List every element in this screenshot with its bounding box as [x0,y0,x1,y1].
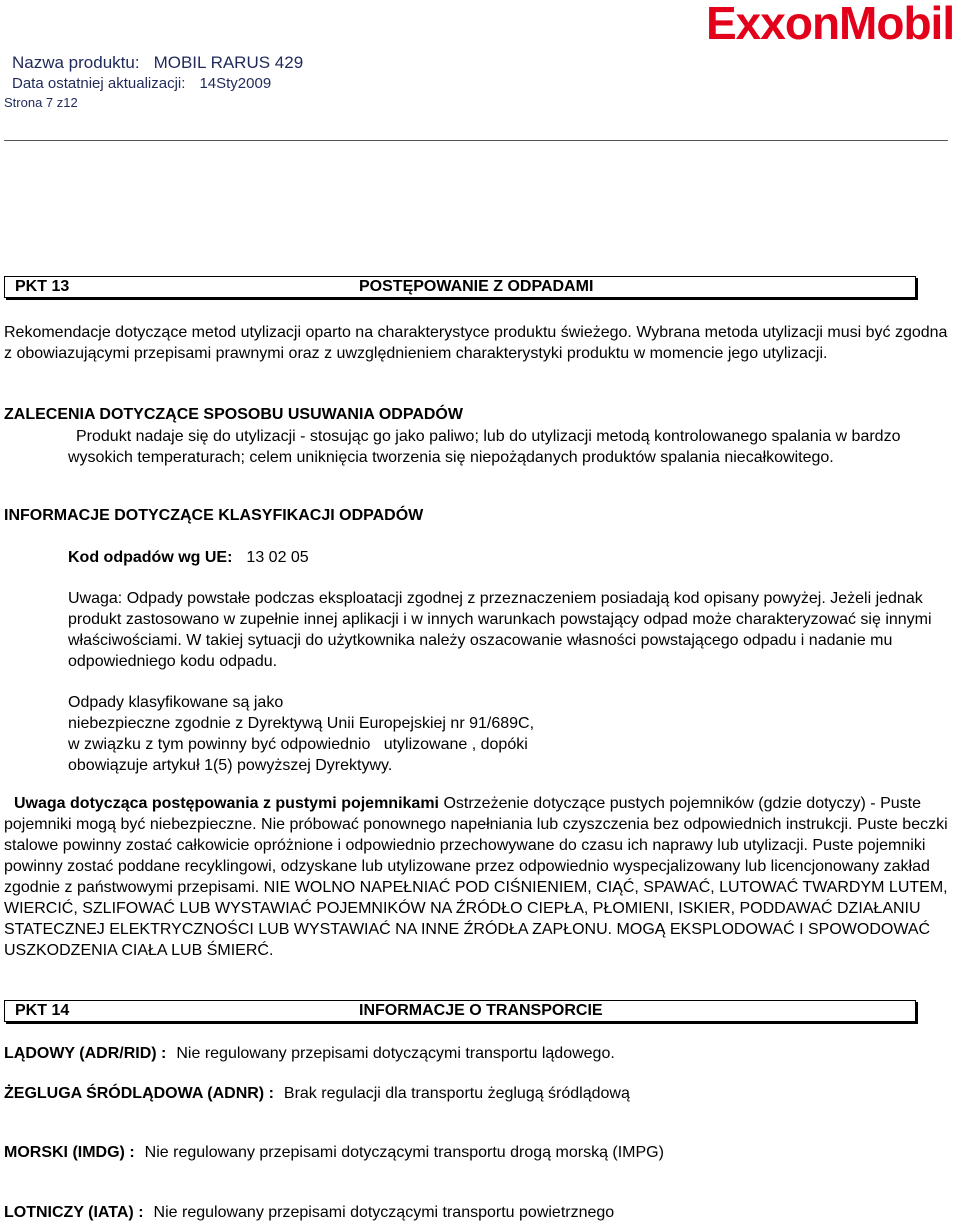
transport-value: Nie regulowany przepisami dotyczącymi transportu lądowego. [176,1045,615,1062]
transport-row-inland-waterway [4,1083,630,1104]
last-update-label: Data ostatniej aktualizacji: [12,75,186,92]
hazard-line: w związku z tym powinny być odpowiednio utylizowane , dopóki [68,736,528,753]
hazard-line: Odpady klasyfikowane są jako [68,694,284,711]
last-update-value: 14Sty2009 [199,75,272,92]
header-divider [4,140,948,141]
product-name-value: MOBIL RARUS 429 [153,53,304,72]
disposal-text: Produkt nadaje się do utylizacji - stosując go jako paliwo; lub do utylizacji metodą kontrolowanego spalania w bardzo wysokich temperaturach; celem uniknięcia tworzenia się niepożądanych produktów spalania niecałkowitego. [68,428,901,466]
transport-value: Nie regulowany przepisami dotyczącymi transportu drogą morską (IMPG) [144,1144,664,1161]
transport-label: ŻEGLUGA ŚRÓDLĄDOWA (ADNR) : [4,1085,274,1102]
waste-code-value: 13 02 05 [246,549,309,566]
empty-containers-label: Uwaga dotycząca postępowania z pustymi pojemnikami [14,795,439,812]
transport-label: LOTNICZY (IATA) : [4,1204,144,1221]
page-number: Strona 7 z12 [4,95,78,110]
waste-code-line [68,547,309,568]
transport-label: LĄDOWY (ADR/RID) : [4,1045,167,1062]
waste-code-label: Kod odpadów wg UE: [68,549,233,566]
transport-label: MORSKI (IMDG) : [4,1144,135,1161]
transport-value: Brak regulacji dla transportu żeglugą śródlądową [283,1085,630,1102]
transport-row-air [4,1202,614,1223]
hazard-classification [68,692,956,776]
section-14-title: INFORMACJE O TRANSPORCIE [359,1002,603,1019]
transport-row-sea [4,1142,664,1163]
section-14-number: PKT 14 [15,1002,70,1019]
disposal-heading: ZALECENIA DOTYCZĄCE SPOSOBU USUWANIA ODPADÓW [4,406,463,423]
section-13-intro: Rekomendacje dotyczące metod utylizacji oparto na charakterystyce produktu świeżego. Wybrana metoda utylizacji musi być zgodna z obowiazującymi przepisami prawnymi oraz z uwzględnieniem charakterystyki produktu w momencie jego utylizacji. [4,324,948,362]
section-13-header [4,276,916,298]
hazard-line: obowiązuje artykuł 1(5) powyższej Dyrektywy. [68,757,393,774]
section-13-number: PKT 13 [15,278,70,295]
empty-containers-text: Ostrzeżenie dotyczące pustych pojemników (gdzie dotyczy) - Puste pojemniki mogą być niebezpieczne. Nie próbować ponownego napełniania lub czyszczenia bez odpowiednich instrukcji. Puste beczki stalowe powinny zostać całkowicie opróżnione i odpowiednio przechowywane do czasu ich naprawy lub utylizacji. Puste pojemniki powinny zostać poddane recyklingowi, odzyskane lub utylizowane przez odpowiednio wyspecjalizowany lub licencjonowany zakład zgodnie z państwowymi przepisami. NIE WOLNO NAPEŁNIAĆ POD CIŚNIENIEM, CIĄĆ, SPAWAĆ, LUTOWAĆ TWARDYM LUTEM, WIERCIĆ, SZLIFOWAĆ LUB WYSTAWIAĆ POJEMNIKÓW NA ŹRÓDŁO CIEPŁA, PŁOMIENI, ISKIER, PODDAWAĆ DZIAŁANIU STATECZNEJ ELEKTRYCZNOŚCI LUB WYSTAWIAĆ NA INNE ŹRÓDŁA ZAPŁONU. MOGĄ EKSPLODOWAĆ I SPOWODOWAĆ USZKODZENIA CIAŁA LUB ŚMIERĆ. [4,795,948,959]
waste-note: Uwaga: Odpady powstałe podczas eksploatacji zgodnej z przeznaczeniem posiadają kod opisany powyżej. Jeżeli jednak produkt zastosowano w zupełnie innej aplikacji i w innych warunkach powstający odpad może charakteryzować się innymi właściwościami. W takiej sytuacji do użytkownika należy oszacowanie własności powstającego odpadu i nadanie mu odpowiedniego kodu odpadu. [68,590,932,670]
product-name-label: Nazwa produktu: [12,53,140,72]
section-14-header [4,1000,916,1022]
section-13-title: POSTĘPOWANIE Z ODPADAMI [359,278,594,295]
empty-containers-paragraph [4,793,954,961]
product-name-line [12,53,303,73]
exxonmobil-logo: ExxonMobil [706,0,955,49]
transport-row-land [4,1043,615,1064]
last-update-line [12,75,271,92]
transport-value: Nie regulowany przepisami dotyczącymi transportu powietrznego [153,1204,615,1221]
hazard-line: niebezpieczne zgodnie z Dyrektywą Unii Europejskiej nr 91/689C, [68,715,535,732]
classification-heading: INFORMACJE DOTYCZĄCE KLASYFIKACJI ODPADÓW [4,507,424,524]
